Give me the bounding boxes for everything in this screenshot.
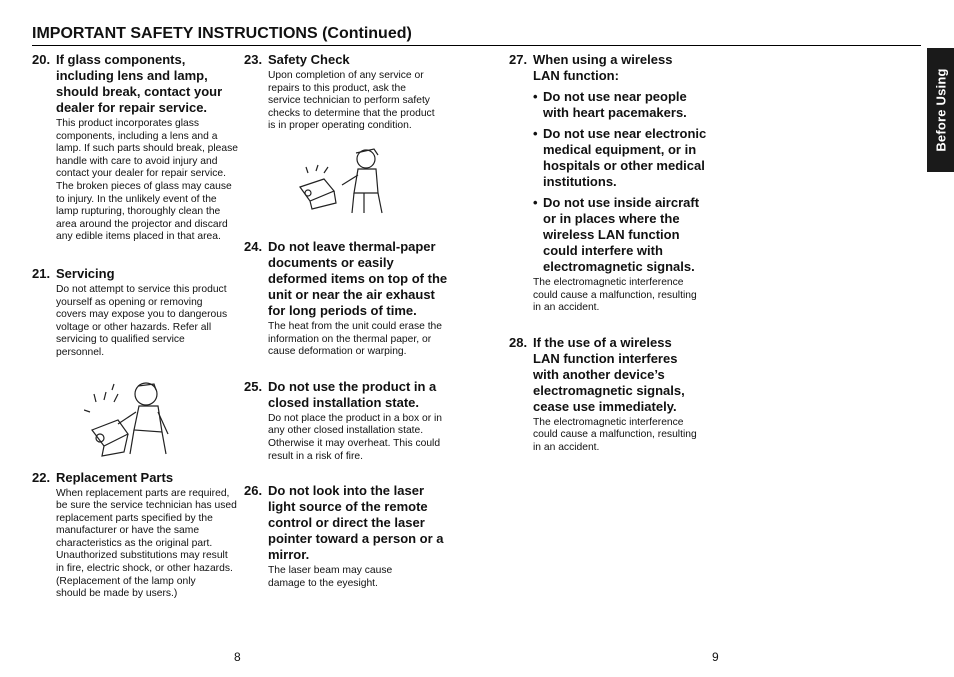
item-body-3: (Replacement of the lamp only should be made by users.)	[56, 575, 196, 600]
item-heading: If the use of a wireless LAN function interferes with another device’s electromagnetic signals, cease use immediately.	[533, 334, 685, 414]
item-24	[244, 239, 450, 359]
item-heading: If glass components, including lens and lamp, should break, contact your dealer for repair service.	[56, 52, 223, 115]
column-2	[244, 52, 450, 590]
item-heading: When using a wireless LAN function:	[533, 52, 673, 83]
item-heading: Replacement Parts	[56, 469, 174, 485]
item-25	[244, 379, 450, 463]
item-body: The heat from the unit could erase the information on the thermal paper, or cause deformation or warping.	[268, 320, 443, 358]
item-21	[32, 266, 238, 462]
item-number: 24.	[244, 238, 263, 254]
item-heading: Do not leave thermal-paper documents or easily deformed items on top of the unit or near the air exhaust for long periods of time.	[268, 238, 448, 318]
column-3	[509, 52, 709, 455]
item-number: 20.	[32, 52, 51, 67]
item-heading: Do not use the product in a closed installation state.	[268, 378, 437, 410]
item-number: 25.	[244, 378, 263, 394]
item-body-2: Unauthorized substitutions may result in fire, electric shock, or other hazards.	[56, 550, 233, 575]
section-tab-label: Before Using	[933, 68, 948, 152]
item-body: Do not attempt to service this product yourself as opening or removing covers may expose you to dangerous voltage or other hazards. Refer all servicing to qualified service personnel.	[56, 283, 228, 358]
bullet-item: • Do not use near electronic medical equipment, or in hospitals or other medical institutions.	[533, 126, 709, 190]
item-22	[32, 470, 238, 601]
item-body: This product incorporates glass components, including a lens and a lamp. If such parts should break, please handle with care to avoid injury and contact your dealer for repair service. The broken pieces of glass may cause to injury. In the unlikely event of the lamp rupturing, thoroughly clean the area around the projector and discard any edible items placed in that area.	[56, 118, 239, 243]
item-body: The electromagnetic interference could cause a malfunction, resulting in an accident.	[533, 277, 697, 314]
item-28	[509, 335, 709, 455]
item-23	[244, 52, 450, 217]
bullet-item: • Do not use inside aircraft or in places where the wireless LAN function could interfere with electromagnetic signals.	[533, 195, 709, 275]
item-body: When replacement parts are required, be sure the service technician has used replacement parts specified by the manufacturer or have the same characteristics as the original part.	[56, 487, 237, 549]
item-heading: Servicing	[56, 265, 115, 281]
item-number: 21.	[32, 265, 51, 281]
item-number: 23.	[244, 52, 263, 67]
section-tab	[927, 48, 954, 172]
page-number-left: 8	[234, 650, 241, 664]
item-number: 26.	[244, 483, 263, 499]
item-number: 28.	[509, 334, 528, 350]
item-number: 27.	[509, 52, 528, 67]
item-27	[509, 52, 709, 315]
column-1	[32, 52, 238, 601]
item-heading: Safety Check	[268, 52, 350, 67]
safety-check-illustration	[294, 145, 398, 217]
item-body: Do not place the product in a box or in any other closed installation state. Otherwise it may overheat. This could result in a risk of fire.	[268, 412, 443, 462]
bullet-item: • Do not use near people with heart pacemakers.	[533, 89, 709, 121]
item-body: The electromagnetic interference could cause a malfunction, resulting in an accident.	[533, 416, 697, 453]
item-heading: Do not look into the laser light source of the remote control or direct the laser pointer toward a person or a mirror.	[268, 483, 444, 563]
item-body: Upon completion of any service or repairs to this product, ask the service technician to perform safety checks to determine that the product is in proper operating condition.	[268, 70, 435, 132]
item-26	[244, 483, 450, 590]
item-body: The laser beam may cause damage to the eyesight.	[268, 565, 393, 589]
header-rule	[32, 45, 921, 46]
servicing-illustration	[84, 372, 184, 462]
page-number-right: 9	[712, 650, 719, 664]
item-20	[32, 52, 238, 244]
item-number: 22.	[32, 469, 51, 485]
page-title: IMPORTANT SAFETY INSTRUCTIONS (Continued)	[32, 25, 412, 42]
